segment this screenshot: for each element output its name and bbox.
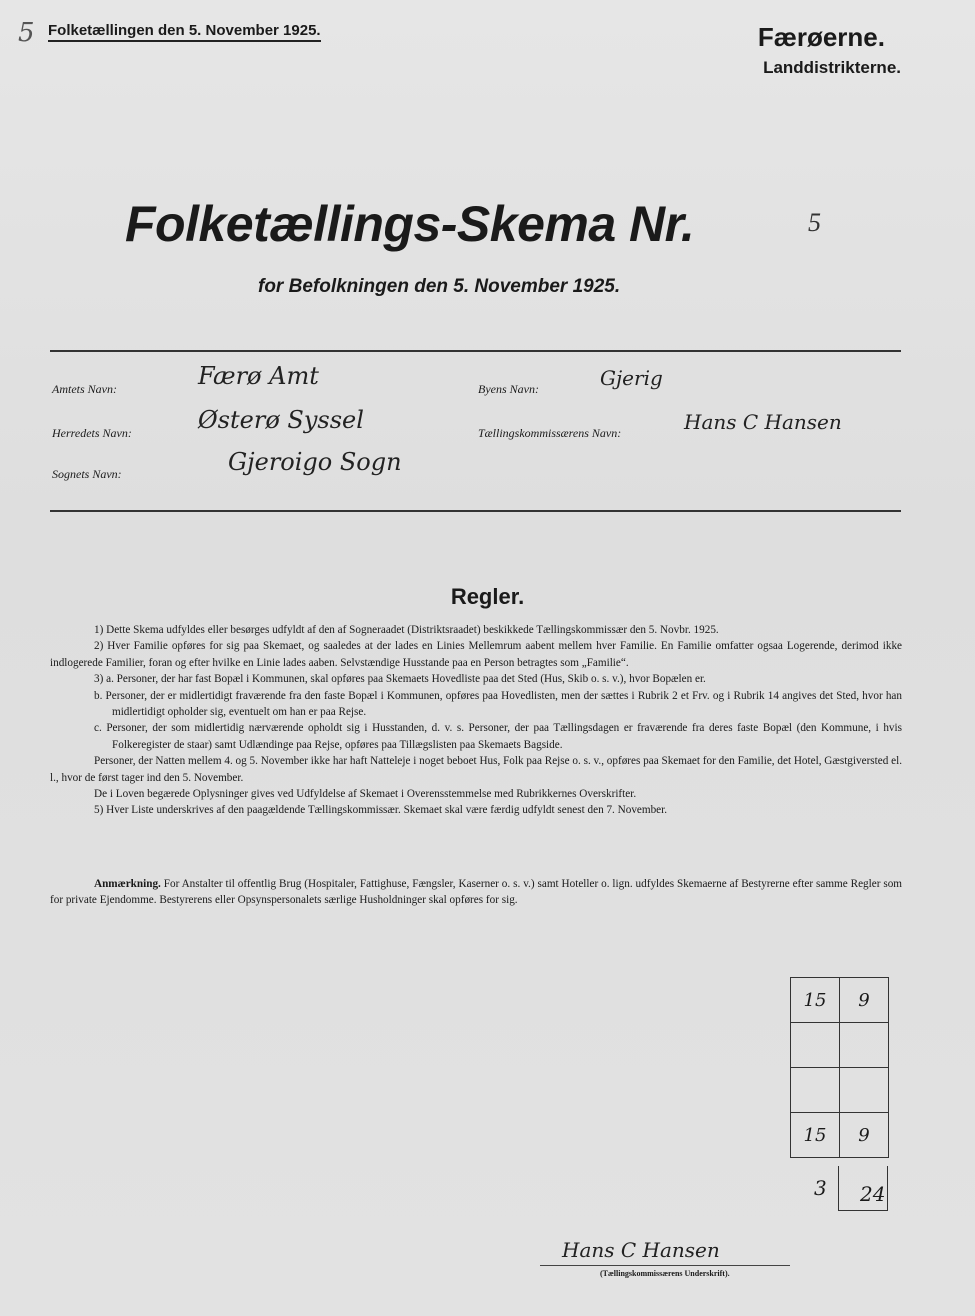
amt-label: Amtets Navn: — [52, 382, 117, 396]
sogn-label: Sognets Navn: — [52, 467, 122, 481]
tally-total-left: 3 — [814, 1176, 827, 1200]
tally-cell: 9 — [840, 978, 889, 1023]
rule-3d: Personer, der Natten mellem 4. og 5. November ikke har haft Natteleje i noget beboet Hus, Folk paa Rejse o. s. v., opføres paa Skemaet for den Familie, det Hotel, Gæstgiversted el. l., hvor de først tager ind den 5. November. — [50, 755, 902, 784]
kommissaer-label: Tællingskommissærens Navn: — [478, 426, 622, 440]
top-divider — [50, 350, 901, 352]
note-text: For Anstalter til offentlig Brug (Hospitaler, Fattighuse, Fængsler, Kaserner o. s. v.) samt Hoteller o. lign. udfyldes Skemaerne af Bestyrerne efter samme Regler som for private Ejendomme. Bestyrerens eller Opsynspersonalets særlige Husholdninger skal opføres for sig. — [50, 878, 902, 907]
note-label: Anmærkning. — [94, 878, 161, 890]
tally-total-right: 24 — [860, 1182, 886, 1206]
rule-5: 5) Hver Liste underskrives af den paagældende Tællingskommissær. Skemaet skal være færdig udfyldt senest den 7. November. — [94, 804, 668, 817]
tally-table — [790, 977, 889, 1158]
rule-3a: 3) a. Personer, der har fast Bopæl i Kommunen, skal opføres paa Skemaets Hovedliste paa det Sted (Hus, Skib o. s. v.), hvor Bopælen er. — [94, 673, 706, 686]
region-label: Færøerne. — [757, 22, 885, 52]
signature-handwriting: Hans C Hansen — [562, 1238, 720, 1262]
signature-caption: (Tællingskommissærens Underskrift). — [600, 1269, 730, 1278]
by-label: Byens Navn: — [478, 382, 539, 396]
tally-row — [791, 978, 889, 1023]
rule-4: De i Loven begærede Oplysninger gives ved Udfyldelse af Skemaet i Overensstemmelse med Rubrikkernes Overskrifter. — [94, 788, 637, 801]
form-title: Folketællings-Skema Nr. — [125, 196, 695, 252]
kommissaer-value: Hans C Hansen — [684, 410, 842, 434]
tally-cell — [840, 1068, 889, 1113]
census-label: Folketællingen den 5. November 1925. — [48, 22, 321, 42]
rule-3b: b. Personer, der er midlertidigt fraværende fra den faste Bopæl i Kommunen, opføres paa Hovedlisten, men der sættes i Rubrik 2 et Frv. og i Rubrik 14 angives det Sted, hvor han midlertidigt opholder sig, eventuelt om han er paa Rejse. — [94, 689, 902, 719]
tally-cell — [840, 1023, 889, 1068]
form-subtitle: for Befolkningen den 5. November 1925. — [258, 276, 621, 297]
page-number: 5 — [18, 18, 35, 48]
rules-body — [50, 622, 902, 819]
herred-value: Østerø Syssel — [198, 406, 364, 434]
bottom-divider — [50, 510, 901, 512]
rule-1: 1) Dette Skema udfyldes eller besørges udfyldt af den af Sogneraadet (Distriktsraadet) beskikkede Tællingskommissær den 5. Novbr. 1925. — [94, 624, 719, 636]
herred-label: Herredets Navn: — [52, 426, 132, 440]
tally-row — [791, 1023, 889, 1068]
amt-value: Færø Amt — [198, 362, 319, 390]
tally-row — [791, 1068, 889, 1113]
tally-cell — [791, 1068, 840, 1113]
annotation-note — [50, 876, 902, 909]
tally-cell: 15 — [791, 1113, 840, 1158]
form-number: 5 — [808, 208, 821, 237]
sogn-value: Gjeroigo Sogn — [228, 448, 402, 476]
tally-row — [791, 1113, 889, 1158]
by-value: Gjerig — [600, 366, 663, 390]
rule-3c: c. Personer, der som midlertidig nærværende opholdt sig i Husstanden, d. v. s. Personer, der paa Tællingsdagen er fraværende fra deres faste Bopæl (den Kommune, i hvis Folkeregister de staar) samt Udlændinge paa Rejse, opføres paa Tillægslisten paa Skemaets Bagside. — [94, 722, 902, 751]
subregion-label: Landdistrikterne. — [763, 58, 901, 77]
tally-cell: 15 — [791, 978, 840, 1023]
tally-cell: 9 — [840, 1113, 889, 1158]
signature-line — [540, 1265, 790, 1266]
rules-heading: Regler. — [450, 584, 525, 609]
rule-2: 2) Hver Familie opføres for sig paa Skemaet, og saaledes at der lades en Linies Mellemrum aabent mellem hver Familie. En Familie omfatter ogsaa Logerende, derimod ikke indlogerede Familier, foran og efter hvilke en Linie lades aaben. Selvstændige Husstande paa en Person betragtes som „Familie“. — [50, 640, 902, 669]
tally-cell — [791, 1023, 840, 1068]
